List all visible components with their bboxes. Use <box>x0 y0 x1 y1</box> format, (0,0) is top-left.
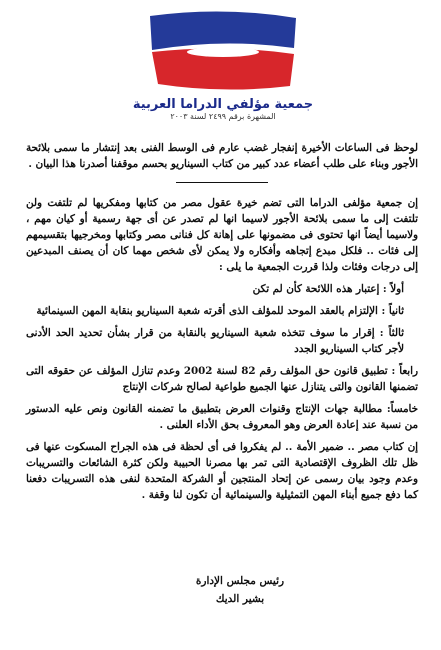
logo-blue-shape <box>150 11 296 50</box>
signature-title: رئيس مجلس الإدارة <box>195 575 285 587</box>
logo-registration: المشهرة برقم ٢٤٩٩ لسنة ٢٠٠٣ <box>170 112 276 121</box>
main-paragraph: إن جمعية مؤلفى الدراما التى تضم خيرة عقول مصر من كتابها ومفكريها لم تلتفت ولن تلتفت إلى ما سمى بلائحة الأجور لاسيما انها لم تصدر عن أى جهة رسمية أو كيان مهم ، ولاسيما أيضاً انها تحتوى فى مضمونها على إهانة كل فنانى مصر وكتابها ومخرجيها بتقسيمهم إلى فئات .. فلكل مبدع إتجاهه وأفكاره ولا يمكن لأى شخص مهما كان أن يصنف المبدعين إلى درجات وفئات ولذا قررت الجمعية ما يلى : <box>26 197 418 273</box>
closing-paragraph: إن كتاب مصر .. ضمير الأمة .. لم يفكروا فى أى لحظة فى هذه الجراح المسكوت عنها فى ظل تلك الظروف الإقتصادية التى تمر بها مصرنا الحبيبة ولكن كثرة الشائعات والتسريبات وعدم وجود بيان رسمى عن إتحاد المنتجين أو الشركة المتحدة لنفى هذه التسريبات دفعنا كما دفع جميع أبناء المهن التمثيلية والسينمائية أن تكون لنا وقفة . <box>26 441 418 501</box>
decision-item-3: ثالثاً : إقرار ما سوف تتخذه شعبة السيناريو بالنقابة من قرار بشأن تحديد الحد الأدنى لأجر كتاب السيناريو الجدد <box>26 327 404 355</box>
signature-block <box>170 572 310 608</box>
decision-item-5: خامساً: مطالبة جهات الإنتاج وقنوات العرض بتطبيق ما تضمنه القانون ونص عليه الدستور من نسبة عند إعادة العرض وهو المعروف بحق الأداء العلنى . <box>26 403 418 431</box>
decision-item-2: ثانياً : الإلتزام بالعقد الموحد للمؤلف الذى أقرته شعبة السيناريو بنقابة المهن السينمائية <box>36 305 404 317</box>
intro-paragraph: لوحظ فى الساعات الأخيرة إنفجار غضب عارم فى الوسط الفنى بعد إنتشار ما سمى بلائحة الأجور وبناء على طلب أعضاء عدد كبير من كتاب السيناريو بحسم موقفنا أصدرنا هذا البيان . <box>26 142 418 170</box>
logo-org-name: جمعية مؤلفي الدراما العربية <box>132 97 314 112</box>
decision-item-1: أولاً : إعتبار هذه اللائحة كأن لم تكن <box>252 283 404 295</box>
section-divider <box>176 182 268 183</box>
signature-name: بشير الديك <box>215 593 265 605</box>
decision-item-4: رابعاً : تطبيق قانون حق المؤلف رقم 82 لسنة 2002 وعدم تنازل المؤلف عن حقوقه التى تضمنها القانون والتى يتنازل عنها الجميع طواعية لصالح شركات الإنتاج <box>26 365 418 393</box>
statement-body <box>26 140 418 503</box>
